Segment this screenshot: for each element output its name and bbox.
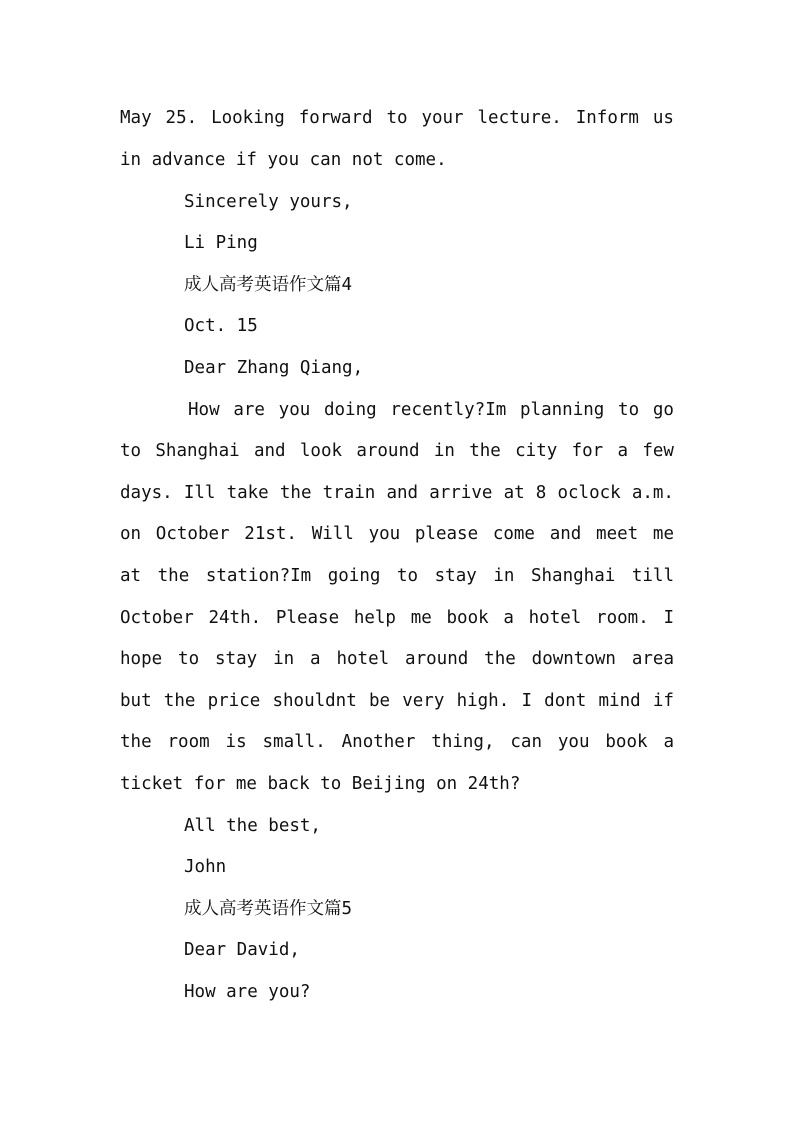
- word: Shanghai: [155, 441, 240, 461]
- word: come: [492, 524, 535, 544]
- word: price: [207, 691, 261, 711]
- word: How: [188, 400, 220, 420]
- word: small.: [262, 732, 326, 752]
- word: I: [521, 691, 532, 711]
- closing-sincerely: Sincerely yours,: [184, 192, 353, 212]
- word: 8: [535, 483, 547, 503]
- word: October: [120, 608, 194, 628]
- word: 24th.: [208, 608, 262, 628]
- word: the: [279, 483, 312, 503]
- signature-li-ping: Li Ping: [184, 233, 258, 253]
- word: stay: [434, 566, 477, 586]
- word: and: [253, 441, 286, 461]
- para2-line5: [120, 564, 674, 588]
- word: station?Im: [205, 566, 312, 586]
- word: stay: [215, 649, 258, 669]
- closing-all-the-best: All the best,: [184, 816, 321, 836]
- word: Looking: [211, 108, 285, 128]
- para2-line2: [120, 439, 674, 463]
- word: the: [469, 441, 501, 461]
- word: Will: [311, 524, 354, 544]
- word: very: [402, 691, 445, 711]
- word: hotel: [528, 608, 582, 628]
- word: doing: [323, 400, 377, 420]
- word: a.m.: [631, 483, 674, 503]
- word: train: [322, 483, 376, 503]
- word: Shanghai: [530, 566, 616, 586]
- word: city: [515, 441, 558, 461]
- word: mind: [598, 691, 641, 711]
- word: oclock: [557, 483, 621, 503]
- word: and: [549, 524, 582, 544]
- para1-line1: [120, 106, 674, 130]
- word: to: [618, 400, 640, 420]
- salutation-zhang-qiang: Dear Zhang Qiang,: [184, 358, 364, 378]
- word: me: [652, 524, 674, 544]
- word: downtown: [531, 649, 616, 669]
- word: I: [663, 608, 674, 628]
- word: May: [120, 108, 152, 128]
- word: dont: [544, 691, 587, 711]
- word: thing,: [431, 732, 495, 752]
- word: please: [414, 524, 479, 544]
- word: you: [278, 400, 311, 420]
- word: Inform: [575, 108, 639, 128]
- word: forward: [298, 108, 373, 128]
- word: room: [167, 732, 210, 752]
- word: till: [631, 566, 674, 586]
- word: hope: [120, 649, 163, 669]
- para2-line6: [120, 606, 674, 630]
- word: meet: [596, 524, 639, 544]
- word: the: [163, 691, 196, 711]
- essay-heading-5: 成人高考英语作文篇5: [184, 899, 353, 919]
- word: and: [386, 483, 419, 503]
- signature-john: John: [184, 857, 227, 877]
- word: shouldnt: [272, 691, 357, 711]
- word: going: [327, 566, 381, 586]
- word: around: [356, 441, 420, 461]
- word: your: [421, 108, 464, 128]
- para1-line2: in advance if you can not come.: [120, 150, 447, 170]
- word: at: [503, 483, 525, 503]
- word: room.: [596, 608, 649, 628]
- word: recently?Im: [390, 400, 507, 420]
- word: help: [353, 608, 396, 628]
- word: Another: [341, 732, 416, 752]
- word: be: [368, 691, 391, 711]
- word: the: [120, 732, 152, 752]
- word: on: [120, 524, 142, 544]
- essay-heading-4: 成人高考英语作文篇4: [184, 275, 353, 295]
- word: October: [155, 524, 230, 544]
- letter-date: Oct. 15: [184, 316, 258, 336]
- word: around: [405, 649, 469, 669]
- word: you: [368, 524, 401, 544]
- word: the: [484, 649, 516, 669]
- word: at: [120, 566, 142, 586]
- word: 21st.: [244, 524, 297, 544]
- word: to: [396, 566, 419, 586]
- word: arrive: [429, 483, 493, 503]
- word: for: [571, 441, 604, 461]
- word: to: [178, 649, 200, 669]
- para2-line9: [120, 730, 674, 754]
- word: us: [652, 108, 674, 128]
- word: Please: [275, 608, 340, 628]
- word: hotel: [336, 649, 390, 669]
- word: go: [652, 400, 674, 420]
- para2-line7: [120, 647, 674, 671]
- word: in: [433, 441, 455, 461]
- word: if: [652, 691, 674, 711]
- para2-line8: [120, 689, 674, 713]
- word: book: [446, 608, 489, 628]
- word: but: [120, 691, 152, 711]
- para2-line10: ticket for me back to Beijing on 24th?: [120, 774, 521, 794]
- word: a: [503, 608, 514, 628]
- para2-line4: [120, 522, 674, 546]
- word: planning: [520, 400, 605, 420]
- word: in: [493, 566, 515, 586]
- word: a: [310, 649, 321, 669]
- word: area: [631, 649, 674, 669]
- word: to: [120, 441, 142, 461]
- greeting-line: How are you?: [184, 982, 311, 1002]
- word: a: [663, 732, 674, 752]
- salutation-david: Dear David,: [184, 940, 300, 960]
- word: a: [617, 441, 629, 461]
- para2-line1: [188, 398, 674, 422]
- word: the: [157, 566, 190, 586]
- para2-line3: [120, 481, 674, 505]
- word: take: [226, 483, 269, 503]
- word: days.: [120, 483, 173, 503]
- word: me: [410, 608, 432, 628]
- word: to: [386, 108, 408, 128]
- word: few: [642, 441, 674, 461]
- word: you: [557, 732, 590, 752]
- word: is: [225, 732, 247, 752]
- word: high.: [456, 691, 510, 711]
- word: are: [233, 400, 265, 420]
- word: 25.: [165, 108, 198, 128]
- word: can: [510, 732, 542, 752]
- word: book: [605, 732, 648, 752]
- word: look: [299, 441, 343, 461]
- word: lecture.: [477, 108, 562, 128]
- word: Ill: [183, 483, 216, 503]
- word: in: [273, 649, 295, 669]
